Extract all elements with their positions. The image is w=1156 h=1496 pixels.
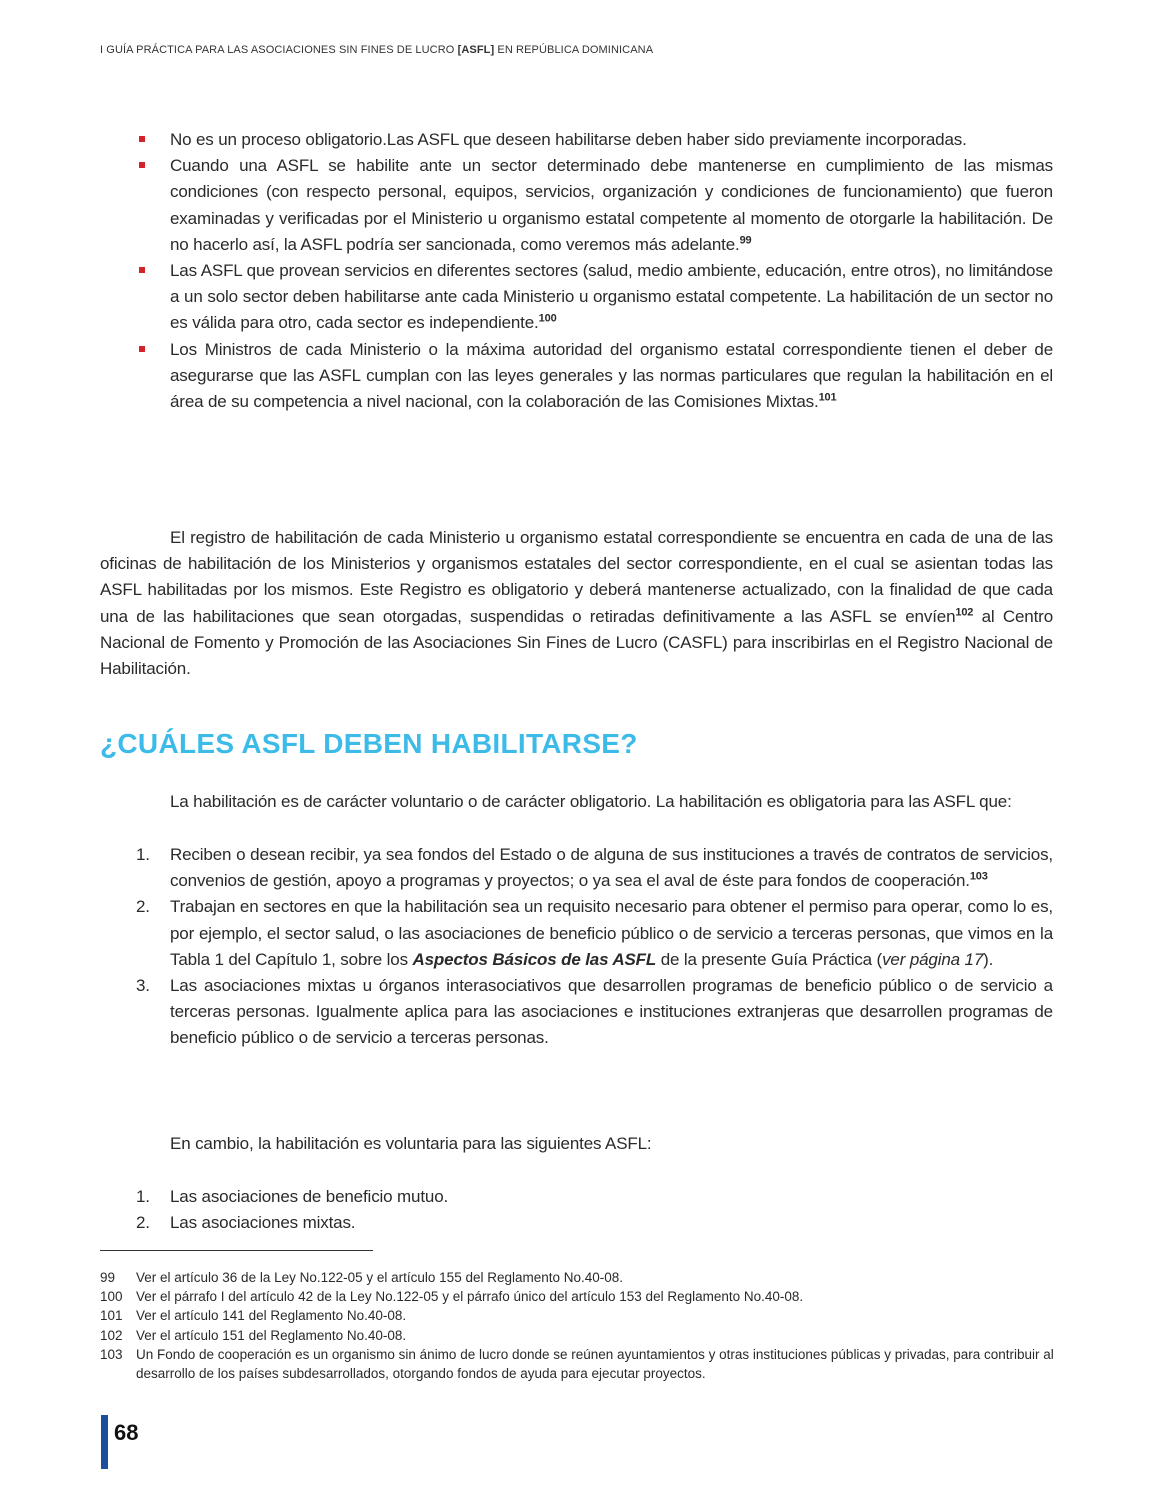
bullet-list <box>100 127 1053 415</box>
voluntary-intro: En cambio, la habilitación es voluntaria para las siguientes ASFL: <box>170 1134 652 1153</box>
footnote-ref[interactable]: 99 <box>739 234 752 247</box>
item-number: 3. <box>136 976 150 996</box>
bullet-icon <box>139 346 145 352</box>
obligatory-list <box>100 842 1053 1052</box>
item-text: Trabajan en sectores en que la habilitación sea un requisito necesario para obtener el permiso para operar, como lo es, por ejemplo, el sector salud, o las asociaciones de beneficio público o de servicio a terceras personas, que vimos en la Tabla 1 del Capítulo 1, sobre los <box>170 897 1053 969</box>
item-number: 2. <box>136 897 150 917</box>
header-text: I GUÍA PRÁCTICA PARA LAS ASOCIACIONES SIN FINES DE LUCRO <box>100 44 458 56</box>
item-text: Las ASFL que provean servicios en diferentes sectores (salud, medio ambiente, educación, entre otros), no limitándose a un solo sector deben habilitarse ante cada Ministerio u organismo estatal competente. La habilitación de un sector no es válida para otro, cada sector es independiente. <box>170 261 1053 333</box>
running-header <box>100 44 653 56</box>
footnote-ref[interactable]: 103 <box>969 870 988 883</box>
footnotes <box>100 1268 1055 1383</box>
footnote-text: Ver el párrafo I del artículo 42 de la Ley No.122-05 y el párrafo único del artículo 153 del Reglamento No.40-08. <box>136 1289 804 1305</box>
footnote-text: Ver el artículo 151 del Reglamento No.40-08. <box>136 1327 407 1343</box>
item-text: Las asociaciones de beneficio mutuo. <box>170 1187 449 1206</box>
paragraph-text: El registro de habilitación de cada Ministerio u organismo estatal correspondiente se encuentra en cada de una de las oficinas de habilitación de los Ministerios y organismos estatales del sector correspondiente, en el cual se asientan todas las ASFL habilitadas por los mismos. Este Registro es obligatorio y deberá mantenerse actualizado, con la finalidad de que cada una de las habilitaciones que sean otorgadas, suspendidas o retiradas definitivamente a las ASFL se envíen <box>100 528 1053 626</box>
footnote <box>100 1345 1055 1383</box>
bullet-icon <box>139 162 145 168</box>
page-ref: ver página 17 <box>882 949 984 969</box>
item-text: Cuando una ASFL se habilite ante un sector determinado debe mantenerse en cumplimiento de las mismas condiciones (con respecto personal, equipos, servicios, organización y condiciones de funcionamiento) que fueron examinadas y verificadas por el Ministerio u organismo estatal competente al momento de otorgarle la habilitación. De no hacerlo así, la ASFL podría ser sancionada, como veremos más adelante. <box>170 156 1053 254</box>
item-text: No es un proceso obligatorio.Las ASFL que deseen habilitarse deben haber sido previamente incorporadas. <box>170 130 967 149</box>
footnote-ref[interactable]: 101 <box>818 391 837 404</box>
item-number: 2. <box>136 1213 150 1233</box>
header-text-end: EN REPÚBLICA DOMINICANA <box>494 44 654 56</box>
item-text: Las asociaciones mixtas u órganos interasociativos que desarrollen programas de beneficio público o de servicio a terceras personas. Igualmente aplica para las asociaciones e instituciones extranjeras que desarrollen programas de beneficio público o de servicio a terceras personas. <box>170 976 1053 1048</box>
footnote-text: Ver el artículo 141 del Reglamento No.40-08. <box>136 1308 407 1324</box>
registry-paragraph <box>100 525 1053 682</box>
item-number: 1. <box>136 1187 150 1206</box>
list-item <box>100 1210 1053 1236</box>
footnote-number: 103 <box>100 1346 123 1362</box>
voluntary-list <box>100 1184 1053 1236</box>
footnote-number: 100 <box>100 1289 123 1305</box>
item-text: Reciben o desean recibir, ya sea fondos del Estado o de alguna de sus instituciones a través de contratos de servicios, convenios de gestión, apoyo a programas y proyectos; o ya sea el aval de éste para fondos de cooperación. <box>170 845 1053 891</box>
footnote <box>100 1287 1055 1306</box>
footnote <box>100 1268 1055 1287</box>
footnote-number: 99 <box>100 1270 116 1285</box>
list-item <box>100 337 1053 416</box>
item-text: de la presente Guía Práctica ( <box>656 949 883 969</box>
footnote-divider <box>100 1250 373 1251</box>
item-text: Los Ministros de cada Ministerio o la máxima autoridad del organismo estatal correspondiente tienen el deber de asegurarse que las ASFL cumplan con las leyes generales y las normas particulares que regulan la habilitación en el área de su competencia a nivel nacional, con la colaboración de las Comisiones Mixtas. <box>170 339 1053 412</box>
footnote-ref[interactable]: 100 <box>538 312 557 325</box>
list-item <box>100 1184 1053 1210</box>
footnote-text: Ver el artículo 36 de la Ley No.122-05 y el artículo 155 del Reglamento No.40-08. <box>136 1270 624 1285</box>
list-item <box>100 894 1053 973</box>
emphasis-text: Aspectos Básicos de las ASFL <box>412 949 657 969</box>
footnote <box>100 1306 1055 1325</box>
item-text: Las asociaciones mixtas. <box>170 1213 356 1233</box>
item-number: 1. <box>136 845 150 864</box>
intro-paragraph: La habilitación es de carácter voluntario o de carácter obligatorio. La habilitación es obligatoria para las ASFL que: <box>170 792 1012 811</box>
list-item <box>100 127 1053 153</box>
header-bold: [ASFL] <box>457 44 495 56</box>
paragraph-text: al Centro Nacional de Fomento y Promoción de las Asociaciones Sin Fines de Lucro (CASFL) para inscribirlas en el Registro Nacional de Habilitación. <box>100 606 1053 679</box>
footnote-number: 101 <box>100 1308 123 1324</box>
bullet-icon <box>139 267 145 273</box>
page-number: 68 <box>114 1420 139 1445</box>
list-item <box>100 842 1053 894</box>
footnote <box>100 1326 1055 1345</box>
page-number-bar <box>101 1415 108 1469</box>
section-heading: ¿CUÁLES ASFL DEBEN HABILITARSE? <box>100 728 638 759</box>
bullet-icon <box>139 136 145 142</box>
list-item <box>100 153 1053 258</box>
footnote-ref[interactable]: 102 <box>955 605 974 618</box>
footnote-text: Un Fondo de cooperación es un organismo sin ánimo de lucro donde se reúnen ayuntamientos y otras instituciones públicas y privadas, para contribuir al desarrollo de los países subdesarrollados, otorgando fondos de ayuda para ejecutar proyectos. <box>136 1346 1054 1382</box>
footnote-number: 102 <box>100 1327 123 1343</box>
item-text: ). <box>983 949 994 969</box>
list-item <box>100 258 1053 337</box>
list-item <box>100 973 1053 1052</box>
